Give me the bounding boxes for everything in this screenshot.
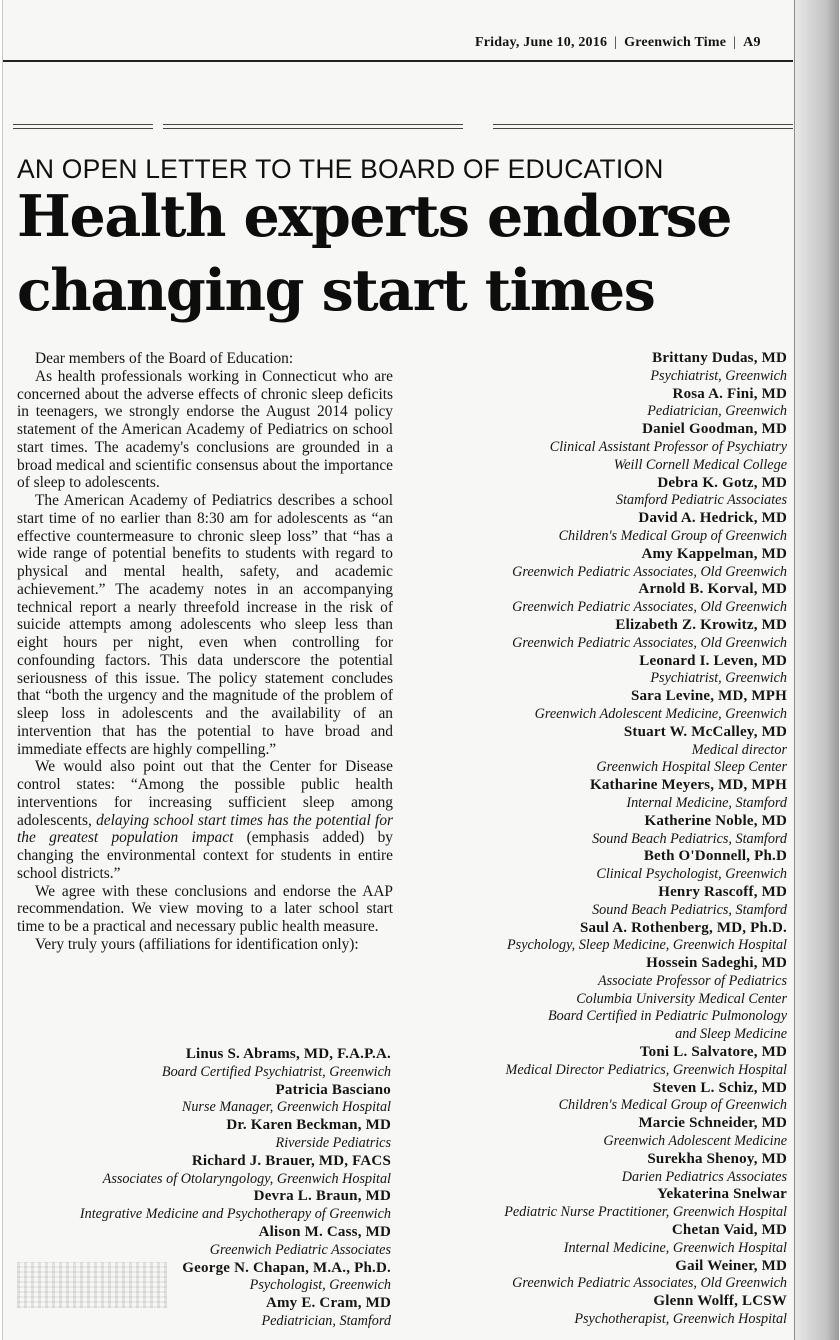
signatory [423,884,787,920]
signatory-name: Steven L. Schiz, MD [652,1079,787,1096]
signatory-name: Brittany Dudas, MD [652,350,787,366]
signatory-name: Sara Levine, MD, MPH [630,688,787,705]
signatory-affiliation: Weill Cornell Medical College [613,456,787,473]
signatory [423,920,787,956]
signatory-name: Alison M. Cass, MD [258,1223,391,1240]
signatory-affiliation: Sound Beach Pediatrics, Stamford [592,901,787,918]
signatory-affiliation: Columbia University Medical Center [576,990,787,1007]
signatory-name: Hossein Sadeghi, MD [646,955,787,972]
signatory-affiliation: Greenwich Adolescent Medicine [603,1133,787,1150]
signatory-affiliation: Sound Beach Pediatrics, Stamford [592,830,787,847]
signatory [423,475,787,511]
signatory-affiliation: Medical Director Pediatrics, Greenwich Hospital [505,1061,787,1078]
signatory-name: Saul A. Rothenberg, MD, Ph.D. [579,919,787,936]
signatory [423,653,787,689]
signatory-affiliation: Greenwich Hospital Sleep Center [596,759,787,776]
top-rule [3,60,793,62]
signatory [17,1188,391,1224]
signatory-affiliation: Psychologist, Greenwich [249,1277,391,1294]
signatory [423,1258,787,1294]
signatory [423,1044,787,1080]
signatory [423,1151,787,1187]
cdc-quote-emphasis: delaying school start times has the potential for the greatest population impact [17,811,394,847]
signatory [423,813,787,849]
cdc-quote-start: We would also point out that the Center for Disease control states: “Among the possible public health interventions for increasing sufficient sleep among adolescents, [17,758,393,829]
signatory-affiliation: Internal Medicine, Greenwich Hospital [563,1239,787,1256]
signatory [423,581,787,617]
signatory-affiliation: Associates of Otolaryngology, Greenwich Hospital [102,1170,391,1187]
clipping-rule [163,124,463,129]
page-folio [475,35,761,51]
signatory-name: Yekaterina Snelwar [657,1186,787,1203]
signatory-affiliation: Associate Professor of Pediatrics [597,972,787,989]
signatory-affiliation: Pediatrician, Greenwich [647,403,787,420]
signatory-name: Glenn Wolff, LCSW [653,1293,787,1310]
signatory-affiliation: Board Certified in Pediatric Pulmonology [547,1008,787,1025]
signatory-affiliation: Psychology, Sleep Medicine, Greenwich Hospital [507,937,787,954]
signatory-name: Richard J. Brauer, MD, FACS [191,1152,391,1169]
signatory [423,955,787,1044]
signatory-affiliation: Greenwich Pediatric Associates [209,1241,391,1258]
signatory-affiliation: Greenwich Pediatric Associates, Old Greenwich [512,634,787,651]
signatory-name: Dr. Karen Beckman, MD [226,1117,391,1134]
signatory-name: Gail Weiner, MD [675,1257,787,1274]
signatory-affiliation: Greenwich Pediatric Associates, Old Greenwich [512,599,787,616]
signatory-affiliation: Psychotherapist, Greenwich Hospital [574,1311,787,1328]
page-edge-shadow [795,0,839,1340]
newspaper-page [2,0,839,1340]
headline [17,180,797,328]
signatory [423,1115,787,1151]
signatory-affiliation: Psychiatrist, Greenwich [650,367,787,384]
clipping-rule [493,124,793,129]
signatories-right-column [423,350,787,1329]
signatory-affiliation: Board Certified Psychiatrist, Greenwich [161,1063,391,1080]
folio-page-number: A9 [743,35,761,50]
signatory-name: Katharine Meyers, MD, MPH [589,777,787,794]
signatory-affiliation: Riverside Pediatrics [275,1134,391,1151]
letter-paragraph-1: As health professionals working in Connecticut who are concerned about the adverse effects of chronic sleep deficits in teenagers, we strongly endorse the August 2014 policy statement of the American Academy of Pediatrics on school start times. The academy's conclusions are grounded in a broad medical and scientific consensus about the importance of sleep to adolescents. [17,367,393,492]
signatory-affiliation: Psychiatrist, Greenwich [650,670,787,687]
signatory [423,848,787,884]
signatory-name: Daniel Goodman, MD [642,421,787,438]
signatory-affiliation: Greenwich Adolescent Medicine, Greenwich [534,705,787,722]
signatory-name: Debra K. Gotz, MD [657,474,787,491]
signatory-name: Henry Rascoff, MD [658,883,787,900]
signatory-affiliation: Children's Medical Group of Greenwich [558,1097,787,1114]
signatory-affiliation: Greenwich Pediatric Associates, Old Greenwich [512,563,787,580]
signatory [423,1186,787,1222]
signatory-name: Amy Kappelman, MD [641,545,787,562]
folio-separator: | [614,35,618,50]
signatory-name: Elizabeth Z. Krowitz, MD [615,616,787,633]
signatory [17,1046,391,1082]
signatory-affiliation: Stamford Pediatric Associates [615,492,787,509]
signatory [17,1153,391,1189]
signatory-affiliation: Pediatrician, Stamford [261,1312,391,1329]
signatory-name: Chetan Vaid, MD [671,1222,787,1239]
signatory-name: Marcie Schneider, MD [638,1115,787,1132]
signatory-affiliation: Greenwich Pediatric Associates, Old Greenwich [512,1275,787,1292]
signatory [423,510,787,546]
folio-separator: | [733,35,737,50]
signatory-name: Stuart W. McCalley, MD [623,723,787,740]
signatory-name: Surekha Shenoy, MD [647,1150,787,1167]
signatory-affiliation: Children's Medical Group of Greenwich [558,527,787,544]
signatory [423,350,787,386]
signatory [423,421,787,474]
letter-greeting: Dear members of the Board of Education: [35,350,294,367]
letter-paragraph-4: We agree with these conclusions and endorse the AAP recommendation. We view moving to a later school start time to be a practical and necessary public health measure. [17,882,393,935]
letter-closing: Very truly yours (affiliations for identification only): [35,935,359,953]
signatory-affiliation: Integrative Medicine and Psychotherapy of Greenwich [79,1206,391,1223]
signatory-affiliation: Darien Pediatrics Associates [621,1168,787,1185]
signatory [17,1117,391,1153]
signatory [423,386,787,422]
signatory [423,724,787,777]
kicker: AN OPEN LETTER TO THE BOARD OF EDUCATION [17,154,664,184]
signatory-name: David A. Hedrick, MD [638,510,787,527]
signatory-affiliation: Internal Medicine, Stamford [626,794,787,811]
scan-noise [17,1262,167,1308]
headline-line-1: Health experts endorse [17,183,732,250]
headline-line-2: changing start times [17,257,655,324]
signatory-name: Devra L. Braun, MD [253,1188,391,1205]
cdc-quote-end: (emphasis added) by changing the environmental context for students in entire school districts.” [17,829,393,882]
letter-paragraph-2: The American Academy of Pediatrics describes a school start time of no earlier than 8:30 am for adolescents as “an effective countermeasure to chronic sleep loss” that “has a wide range of potential benefits to students with regard to physical and mental health, safety, and academic achievement.” The academy notes in an accompanying technical report a nearly threefold increase in the risk of suicide attempts among adolescents who sleep less than eight hours per night, even when controlling for confounding factors. This data underscore the potential seriousness of this issue. The policy statement concludes that “both the urgency and the magnitude of the problem of sleep loss in adolescents and the availability of an intervention that has the potential to have broad and immediate effects are highly compelling.” [17,492,393,758]
signatory-name: George N. Chapan, M.A., Ph.D. [182,1259,391,1276]
signatory-name: Amy E. Cram, MD [265,1295,391,1312]
signatory [17,1082,391,1118]
signatory-name: Beth O'Donnell, Ph.D [643,848,787,865]
clipping-rule [13,124,153,129]
letter-body [17,350,393,954]
signatory-name: Toni L. Salvatore, MD [639,1044,787,1061]
signatory-name: Rosa A. Fini, MD [672,385,787,402]
signatory-affiliation: and Sleep Medicine [675,1026,787,1043]
signatory [423,546,787,582]
signatory [423,777,787,813]
signatory [423,1222,787,1258]
signatory-affiliation: Clinical Psychologist, Greenwich [596,866,787,883]
signatory-affiliation: Pediatric Nurse Practitioner, Greenwich Hospital [504,1204,787,1221]
signatory [17,1224,391,1260]
signatory-name: Linus S. Abrams, MD, F.A.P.A. [185,1046,391,1062]
signatory-name: Arnold B. Korval, MD [638,581,787,598]
signatory [423,617,787,653]
signatory-affiliation: Clinical Assistant Professor of Psychiatry [549,438,787,455]
letter-paragraph-3 [17,758,393,882]
signatory-affiliation: Medical director [691,741,787,758]
signatory [423,688,787,724]
signatory-name: Patricia Basciano [275,1081,391,1098]
folio-paper: Greenwich Time [624,35,727,50]
folio-date: Friday, June 10, 2016 [475,35,608,50]
signatory-name: Leonard I. Leven, MD [639,652,787,669]
signatory-name: Katherine Noble, MD [644,812,787,829]
signatory-affiliation: Nurse Manager, Greenwich Hospital [181,1099,391,1116]
signatory [423,1293,787,1329]
signatory [423,1080,787,1116]
